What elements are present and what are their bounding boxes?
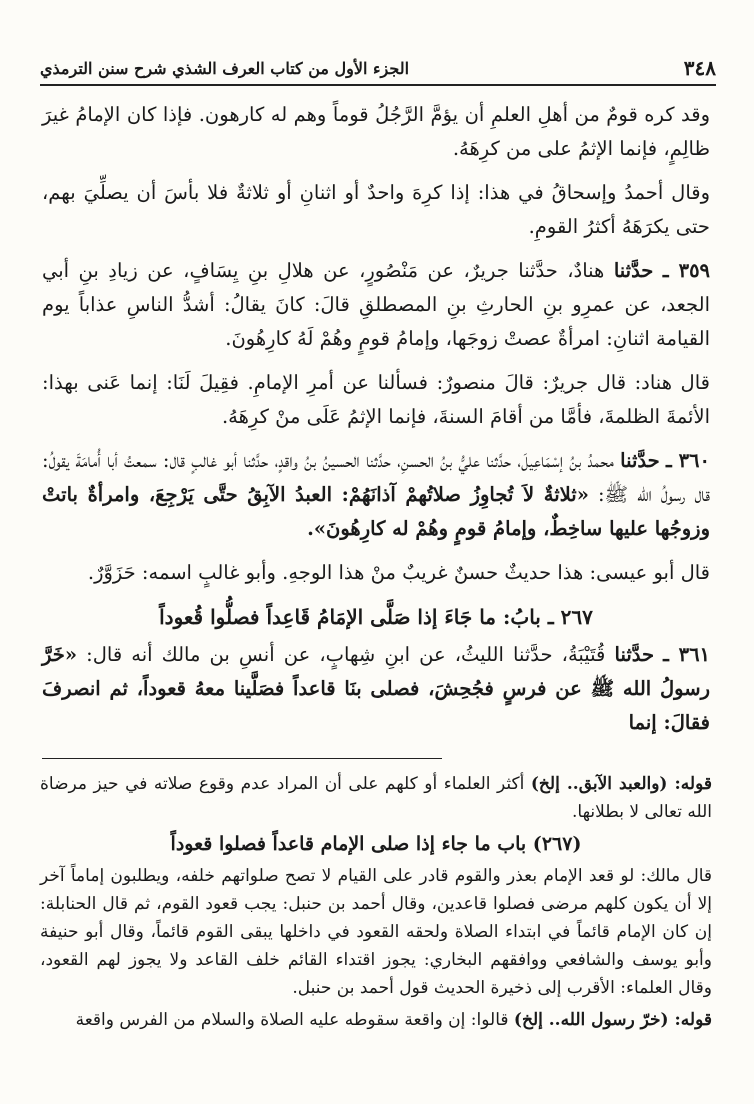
- note-1: [40, 770, 712, 826]
- hadith-quote: «ثلاثةٌ لاَ تُجاوِزُ صلاتُهمْ آذانَهُمْ: العبدُ الآبِقُ حتَّى يَرْجِعَ، وامرأةٌ باتتْ وزوجُها عليها ساخِطٌ، وإمامُ قومٍ وهُمْ له كارِهُونَ».: [42, 483, 710, 540]
- note-text: قالوا: إن واقعة سقوطه عليه الصلاة والسلام من الفرس واقعة: [75, 1010, 509, 1030]
- paragraph-3: قال هناد: قال جريرٌ: قالَ منصورٌ: فسألنا عن أمرِ الإمامِ. فقِيلَ لَنَا: إنما عَنى بهذا: الأئمةَ الظلمةَ، فأمَّا من أقامَ السنةَ، فإنما الإثمُ عَلَى منْ كرِهَهُ.: [42, 371, 710, 428]
- hadith-361: [42, 638, 710, 740]
- hadith-number: ٣٥٩ ـ: [662, 259, 711, 282]
- hadith-lead: حدَّثنا: [614, 643, 655, 666]
- paragraph-1: وقد كره قومٌ من أهلِ العلمِ أن يؤمَّ الرَّجُلُ قوماً وهم له كارهون. فإذا كان الإمامُ غيرَ ظالِمٍ، فإنما الإثمُ على من كرِهَهُ.: [42, 103, 710, 160]
- hadith-lead: حدَّثنا: [620, 449, 660, 472]
- book-title: الجزء الأول من كتاب العرف الشذي شرح سنن الترمذي: [40, 58, 410, 78]
- hadith-lead: حدَّثنا: [613, 259, 654, 282]
- hadith-text: هنادٌ، حدَّثنا جريرٌ، عن مَنْصُورٍ، عن هلالِ بنِ يِسَافٍ، عن زيادِ بنِ أبي الجعد، عن عمرِو بنِ الحارثِ بنِ المصطلقِ قالَ: كانَ يقالُ: أشدُّ الناسِ عذاباً يوم القيامة اثنانِ: امرأةٌ عصتْ زوجَها، وإمامُ قومٍ وهُمْ لَهُ كارِهُونَ.: [42, 259, 710, 350]
- note-label: قوله: (والعبد الآبق.. إلخ): [530, 774, 712, 794]
- hadith-text: محمدُ بنُ إسْمَاعِيلَ، حدَّثنا عليُّ بنُ الحسنِ، حدَّثنا الحسينُ بنُ واقدٍ، حدَّثنا أبو غالبٍ قال: سمعتُ أبا أُمامَةَ يقولُ: قال رسولُ الله ﷺ:: [42, 449, 710, 506]
- commentary-chapter-heading: (٢٦٧) باب ما جاء إذا صلى الإمام قاعداً فصلوا قعوداً: [170, 833, 582, 855]
- chapter-heading: ٢٦٧ ـ بابُ: ما جَاءَ إذا صَلَّى الإمَامُ قَاعِداً فصلُّوا قُعوداً: [159, 605, 593, 629]
- note-2: قال مالك: لو قعد الإمام بعذر والقوم قادر على القيام لا تصح صلواتهم خلفه، ويطلبون إماماً آخر إلا أن يكون كلهم مرضى فصلوا قاعدين، وقال أحمد بن حنبل: يجب قعود القوم، ثم قال الحنابلة: إن كان الإمام قائماً في ابتداء الصلاة ولحقه القعود في داخلها يبقى القوم قائماً، وقال أبو حنيفة وأبو يوسف والشافعي ووافقهم البخاري: يجوز اقتداء القائم خلف القاعد ولا يجوز لهم القعود، وقال العلماء: الأقرب إلى ذخيرة الحديث قول أحمد بن حنبل.: [40, 866, 712, 998]
- paragraph-2: وقال أحمدُ وإسحاقُ في هذا: إذا كرِهَ واحدٌ أو اثنانِ أو ثلاثةٌ فلا بأسَ أن يصلِّيَ بهم، حتى يكرَهَهُ أكثرُ القومِ.: [42, 181, 710, 238]
- running-header: [40, 52, 716, 86]
- hadith-text: قُتَيْبَةُ، حدَّثنا الليثُ، عن ابنِ شِهابٍ، عن أنسِ بن مالك أنه قال:: [86, 643, 606, 666]
- hadith-number: ٣٦٠ ـ: [665, 449, 710, 472]
- footnote-separator: [42, 758, 442, 759]
- note-text: أكثر العلماء أو كلهم على أن المراد عدم وقوع صلاته في حيز مرضاة الله تعالى لا بطلانها.: [40, 774, 712, 822]
- main-text: [42, 98, 710, 746]
- page-number: ٣٤٨: [683, 56, 716, 80]
- paragraph-4: قال أبو عيسى: هذا حديثٌ حسنٌ غريبٌ منْ هذا الوجهِ. وأبو غالبٍ اسمه: حَزَوَّرٌ.: [87, 561, 710, 584]
- note-3: [40, 1006, 712, 1034]
- hadith-359: [42, 254, 710, 356]
- hadith-number: ٣٦١ ـ: [663, 643, 711, 666]
- hadith-360: [42, 444, 710, 546]
- note-label: قوله: (خرّ رسول الله.. إلخ): [513, 1010, 712, 1030]
- commentary: [40, 770, 712, 1038]
- hadith-quote: «خَرَّ رسولُ الله ﷺ عن فرسٍ فجُحِشَ، فصلى بنَا قاعداً فصَلَّينا معهُ قعوداً، ثم انصرفَ فقالَ: إنما: [42, 643, 710, 734]
